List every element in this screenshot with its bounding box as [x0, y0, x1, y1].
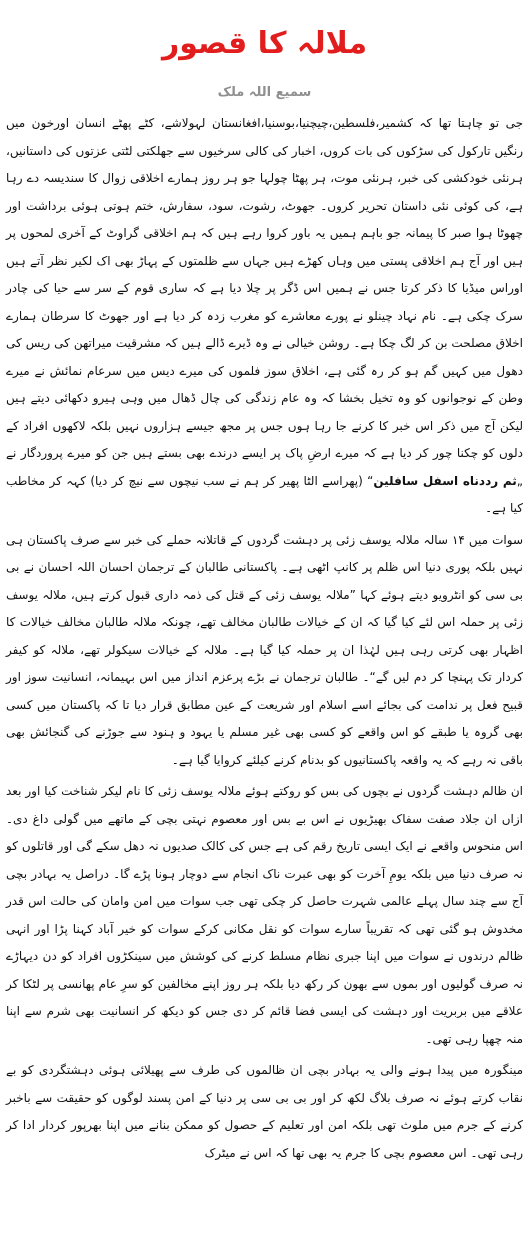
paragraph-3: ان ظالم دہشت گردوں نے بچوں کی بس کو روکتے ہوئے ملالہ یوسف زئی کا نام لیکر شناخت کیا اور بعد ازاں ان جلاد صفت سفاک بھیڑیوں نے اس بے بس اور معصوم نہتی بچی کے ماتھے میں گولی داغ دی۔ اس منحوس واقعے نے ایک ایسی تاریخ رقم کی ہے جس کی کالک صدیوں نہ دھل سکے گی اور قاتلوں کو نہ صرف دنیا میں بلکہ یومِ آخرت کو بھی عبرت ناک انجام سے دوچار ہونا پڑے گا۔ دراصل یہ بہادر بچی آج سے چند سال پہلے عالمی شہرت حاصل کر چکی تھی جب سوات میں امن وامان کی حالت اس قدر مخدوش ہو گئی تھی کہ تقریباً سارے سوات کو نقل مکانی کرکے سوات کو خیر آباد کہنا پڑا اور انہی ظالم درندوں نے سوات میں اپنا جبری نظام مسلط کرنے کی کوشش میں سینکڑوں افراد کو دن دیہاڑے نہ صرف گولیوں اور بموں سے بھون کر رکھ دیا بلکہ ہر روز اپنے مخالفین کو سرِ عام پھانسی پر لٹکا کر علاقے میں بربریت اور دہشت کی ایسی فضا قائم کر دی جس کو دیکھ کر انسانیت بھی شرم سے اپنا منہ چھپا رہی تھی۔ [6, 784, 523, 1046]
paragraph-1: جی تو چاہتا تھا کہ کشمیر،فلسطین،چیچنیا،بوسنیا،افغانستان لہولاشے، کٹے پھٹے انسان اورخون میں رنگیں تارکول کی سڑکوں کی بات کروں، اخبار کی کالی سرخیوں سے جھلکتی لٹتی عزتوں کی داستانیں، ہرنئی خودکشی کی خبر، ہرنئی موت، ہر پھٹا چولہا جو ہر روز ہمارے اخلاقی زوال کا سندیسہ دے رہا ہے، کی کوئی نئی داستان تحریر کروں۔ جھوٹ، رشوت، سود، سفارش، ختم ہوتی ہوئی برداشت اور چھوٹا ہوا صبر کا پیمانہ جو باہم ہمیں یہ باور کروا رہے ہیں کہ ہم اخلاقی گراوٹ کے آخری لمحوں پر ہیں اور آج ہم اخلاقی پستی میں وہاں کھڑے ہیں جہاں سے ظلمتوں کے پہاڑ بھی اک لکیر نظر آتے ہیں اوراس میڈیا کا ذکر کرتا جس نے ہمیں اس ڈگر پر چلا دیا ہے کہ ساری قوم کے سر سے حیا کی چادر سرک چکی ہے۔ نام نہاد چینلو نے پورے معاشرے کو مغرب زدہ کر دیا ہے اور جھوٹ کا سرطان ہمارے اخلاق مصلحت بن کر لگ چکا ہے۔ روشن خیالی نے وہ ڈیرے ڈالے ہیں کہ مشرقیت میراتھن کی ریس کی دھول میں کہیں گم ہو کر رہ گئی ہے، اخلاق سوز فلموں کی میرے دیس میں سرعام نمائش نے میرے وطن کے نوجوانوں کو وہ تخیل بخشا کہ وہ عام زندگی کی چال ڈھال میں وہی ہیرو دکھائی دیتے ہیں لیکن آج میں ذکر اس خبر کا کرنے جا رہا ہوں جس پر مجھ جیسے ہزاروں نہیں بلکہ لاکھوں افراد کے دلوں کو چکنا چور کر دیا ہے کہ میرے ارضِ پاک پر ایسے درندے بھی بستے ہیں جن کو میرے پروردگار نے „ثم رددناه اسفل سافلین“ (پھراسے الٹا پھیر کر ہم نے سب نیچوں سے نیچ کر دیا) کہہ کر مخاطب کیا ہے۔ [6, 116, 524, 515]
author-byline: سمیع اللہ ملک [217, 85, 312, 100]
quranic-quote: ثم رددناه اسفل سافلین [373, 473, 517, 488]
paragraph-2: سوات میں ۱۴ سالہ ملالہ یوسف زئی پر دہشت گردوں کے قاتلانہ حملے کی خبر سے صرف پاکستان ہی نہیں بلکہ پوری دنیا اس ظلم پر کانپ اٹھی ہے۔ پاکستانی طالبان کے ترجمان احسان اللہ احسان نے بی بی سی کو انٹرویو دیتے ہوئے کہا ”ملالہ یوسف زئی کے قتل کی ذمہ داری قبول کرتے ہیں، ملالہ یوسف زئی پر حملہ اس لئے کیا گیا کہ ان کے خیالات طالبان مخالف تھے، چونکہ ملالہ طالبان مخالف خیالات کا اظہار بھی کرتی رہی ہیں لہٰذا ان پر حملہ کیا گیا ہے۔ ملالہ کے خیالات سیکولر تھے، ملالہ کو کیفر کردار تک پہنچا کر دم لیں گے“۔ طالبان ترجمان نے بڑے پرعزم انداز میں اس بہیمانہ، انسانیت سوز اور قبیح فعل پر ندامت کی بجائے اسے اسلام اور شریعت کے عین مطابق قرار دیا تا کہ پاکستان میں کسی بھی گروہ یا طبقے کو اس واقعے کو کسی بھی غیر مسلم یا یہود و ہنود سے جوڑنے کی گنجائش بھی باقی نہ رہے کہ یہ واقعہ پاکستانیوں کو بدنام کرنے کیلئے کروایا گیا ہے۔ [6, 532, 523, 767]
paragraph-4: مینگورہ میں پیدا ہونے والی یہ بہادر بچی ان ظالموں کی طرف سے پھیلائی ہوئی دہشتگردی کو بے نقاب کرتے ہوئے نہ صرف بلاگ لکھ کر اور بی بی سی پر دنیا کے امن پسند لوگوں کو حقیقت سے باخبر کرنے کے جرم میں ملوث تھی بلکہ امن اور تعلیم کے حصول کو ممکن بنانے میں اپنا بھرپور کردار ادا کر رہی تھی۔ اس معصوم بچی کا جرم یہ بھی تھا کہ اس نے میٹرک [6, 1063, 523, 1160]
quote-translation: (پھراسے الٹا پھیر کر ہم نے سب نیچوں سے نیچ کر دیا) کہہ کر مخاطب کیا ہے۔ [6, 473, 523, 515]
article-title: ملالہ کا قصور [161, 26, 368, 61]
article-body [6, 110, 523, 1167]
paragraph-1-text: جی تو چاہتا تھا کہ کشمیر،فلسطین،چیچنیا،بوسنیا،افغانستان لہولاشے، کٹے پھٹے انسان اورخون میں رنگیں تارکول کی سڑکوں کی بات کروں، اخبار کی کالی سرخیوں سے جھلکتی لٹتی عزتوں کی داستانیں، ہرنئی خودکشی کی خبر، ہرنئی موت، ہر پھٹا چولہا جو ہر روز ہمارے اخلاقی زوال کا سندیسہ دے رہا ہے، کی کوئی نئی داستان تحریر کروں۔ جھوٹ، رشوت، سود، سفارش، ختم ہوتی ہوئی برداشت اور چھوٹا ہوا صبر کا پیمانہ جو باہم ہمیں یہ باور کروا رہے ہیں کہ ہم اخلاقی گراوٹ کے آخری لمحوں پر ہیں اور آج ہم اخلاقی پستی میں وہاں کھڑے ہیں جہاں سے ظلمتوں کے پہاڑ بھی اک لکیر نظر آتے ہیں اوراس میڈیا کا ذکر کرتا جس نے ہمیں اس ڈگر پر چلا دیا ہے کہ ساری قوم کے سر سے حیا کی چادر سرک چکی ہے۔ نام نہاد چینلو نے پورے معاشرے کو مغرب زدہ کر دیا ہے اور جھوٹ کا سرطان ہمارے اخلاق مصلحت بن کر لگ چکا ہے۔ روشن خیالی نے وہ ڈیرے ڈالے ہیں کہ مشرقیت میراتھن کی ریس کی دھول میں کہیں گم ہو کر رہ گئی ہے، اخلاق سوز فلموں کی میرے دیس میں سرعام نمائش نے میرے وطن کے نوجوانوں کو وہ تخیل بخشا کہ وہ عام زندگی کی چال ڈھال میں وہی ہیرو دکھائی دیتے ہیں لیکن آج میں ذکر اس خبر کا کرنے جا رہا ہوں جس پر مجھ جیسے ہزاروں نہیں بلکہ لاکھوں افراد کے دلوں کو چکنا چور کر دیا ہے کہ میرے ارضِ پاک پر ایسے درندے بھی بستے ہیں جن کو میرے پروردگار نے [6, 116, 523, 460]
